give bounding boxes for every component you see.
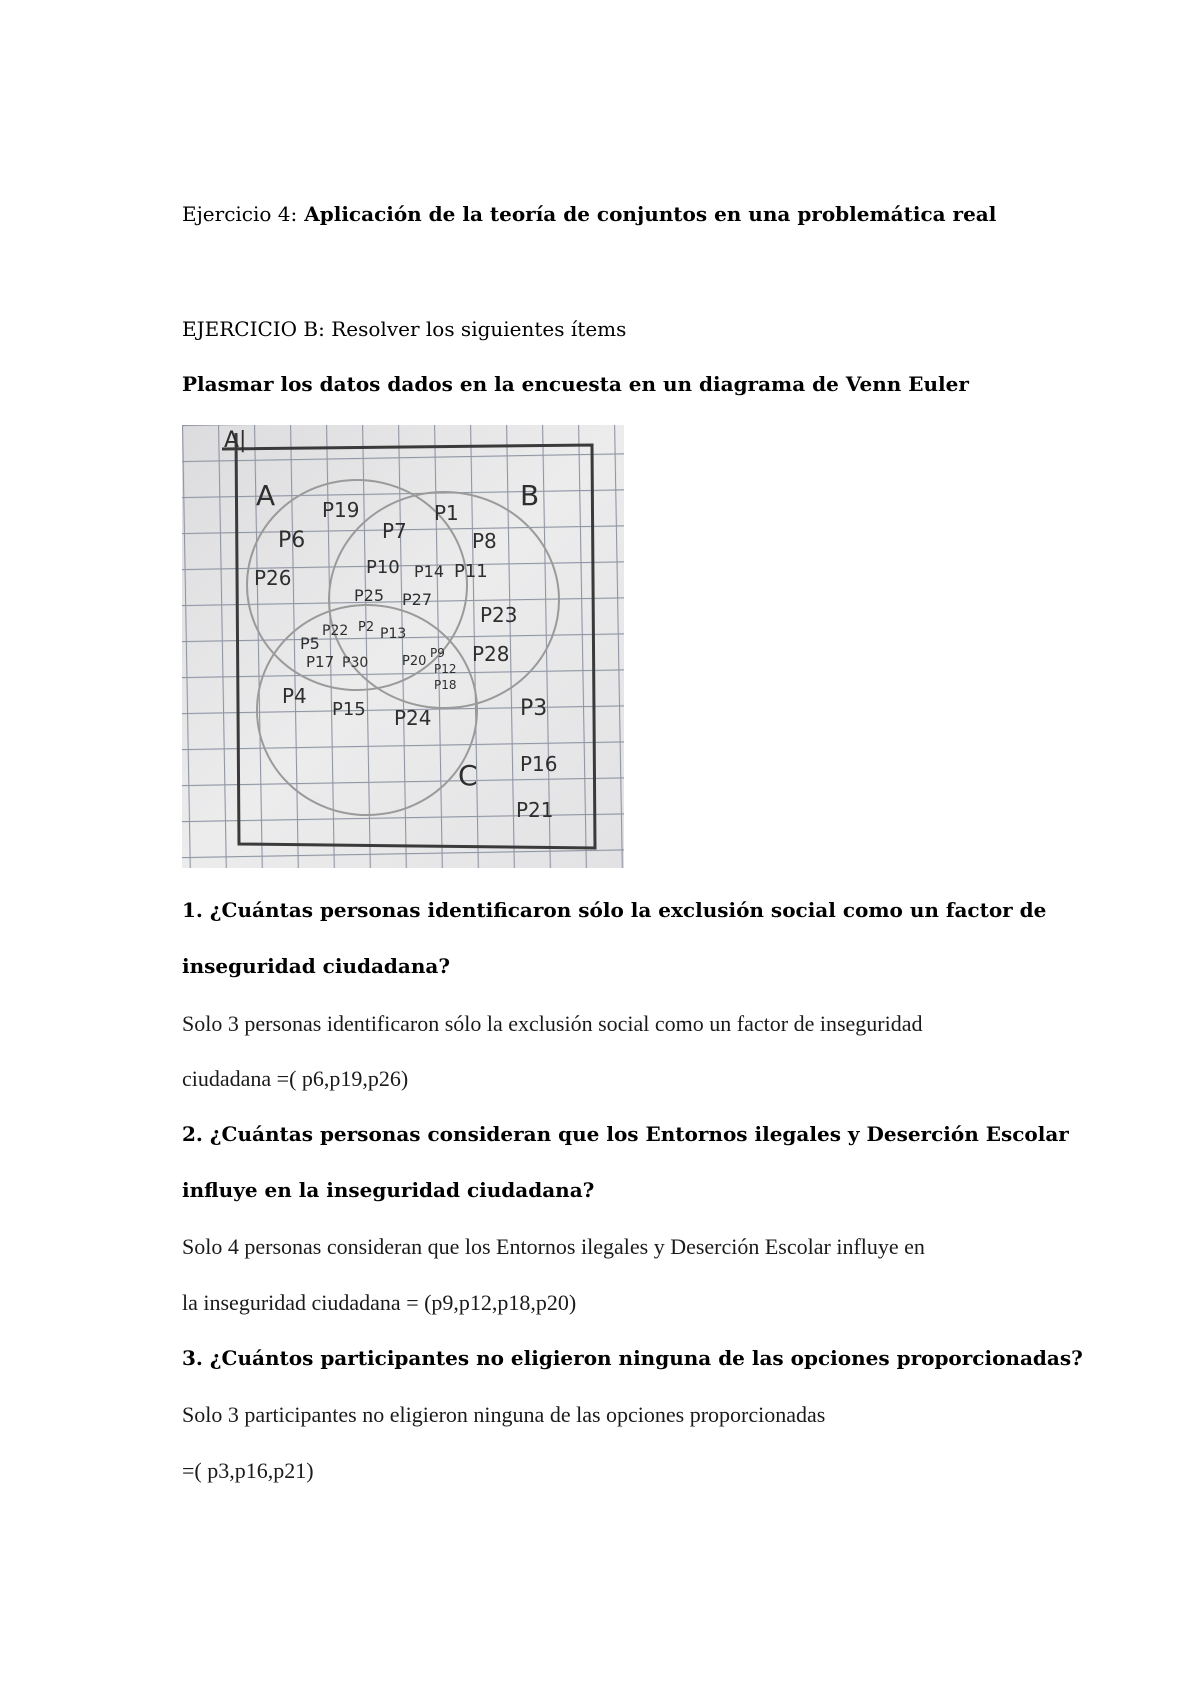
set-b-label: B	[520, 479, 540, 512]
grid-lines	[182, 425, 624, 868]
element-p27: P27	[402, 590, 433, 609]
question-3-line-1: 3. ¿Cuántos participantes no eligieron ninguna de las opciones proporcionadas?	[182, 1346, 1083, 1370]
element-p17: P17	[306, 653, 335, 671]
element-p3: P3	[520, 696, 548, 721]
element-p5: P5	[300, 634, 320, 653]
element-p9: P9	[430, 646, 445, 660]
element-p14: P14	[414, 562, 445, 581]
exercise-title-text: Aplicación de la teoría de conjuntos en una problemática real	[297, 202, 997, 226]
element-p2: P2	[358, 620, 375, 635]
element-p23: P23	[480, 603, 518, 627]
answer-1-line-1: Solo 3 personas identificaron sólo la exclusión social como un factor de inseguridad	[182, 1011, 923, 1036]
element-p22: P22	[322, 623, 349, 639]
answer-3-line-2: =( p3,p16,p21)	[182, 1458, 314, 1483]
element-p18: P18	[434, 678, 457, 692]
element-p16: P16	[520, 752, 558, 776]
set-a-label: A	[256, 479, 276, 512]
element-p1: P1	[434, 501, 459, 525]
venn-diagram-drawing	[182, 425, 624, 868]
element-p8: P8	[472, 529, 497, 553]
element-p21: P21	[516, 798, 554, 822]
question-1-line-1: 1. ¿Cuántas personas identificaron sólo la exclusión social como un factor de	[182, 898, 1047, 922]
answer-3-line-1: Solo 3 participantes no eligieron ninguna de las opciones proporcionadas	[182, 1402, 826, 1427]
question-1-line-2: inseguridad ciudadana?	[182, 954, 451, 978]
answer-2-line-2: la inseguridad ciudadana = (p9,p12,p18,p20)	[182, 1290, 577, 1315]
element-p30: P30	[342, 655, 369, 671]
element-p13: P13	[380, 626, 407, 642]
element-p19: P19	[322, 498, 360, 522]
universe-label: A|	[224, 428, 247, 453]
element-p4: P4	[282, 684, 307, 708]
set-c-label: C	[458, 759, 478, 792]
answer-2-line-1: Solo 4 personas consideran que los Entornos ilegales y Deserción Escolar influye en	[182, 1234, 925, 1259]
question-2-line-1: 2. ¿Cuántas personas consideran que los Entornos ilegales y Deserción Escolar	[182, 1122, 1069, 1146]
element-p10: P10	[366, 557, 400, 578]
element-p24: P24	[394, 706, 432, 730]
element-p6: P6	[278, 528, 306, 553]
section-heading: EJERCICIO B: Resolver los siguientes ítems	[182, 317, 627, 341]
instruction-text: Plasmar los datos dados en la encuesta en un diagrama de Venn Euler	[182, 372, 969, 396]
exercise-title-prefix: Ejercicio 4:	[182, 202, 298, 226]
element-p7: P7	[382, 519, 407, 543]
element-p11: P11	[454, 561, 488, 582]
element-p26: P26	[254, 566, 292, 590]
element-p12: P12	[434, 662, 457, 676]
element-p25: P25	[354, 586, 385, 605]
element-p20: P20	[402, 654, 427, 669]
answer-1-line-2: ciudadana =( p6,p19,p26)	[182, 1066, 409, 1091]
exercise-title	[182, 202, 996, 226]
question-2-line-2: influye en la inseguridad ciudadana?	[182, 1178, 595, 1202]
element-p28: P28	[472, 642, 510, 666]
element-p15: P15	[332, 699, 366, 720]
venn-diagram-photo	[182, 425, 624, 868]
